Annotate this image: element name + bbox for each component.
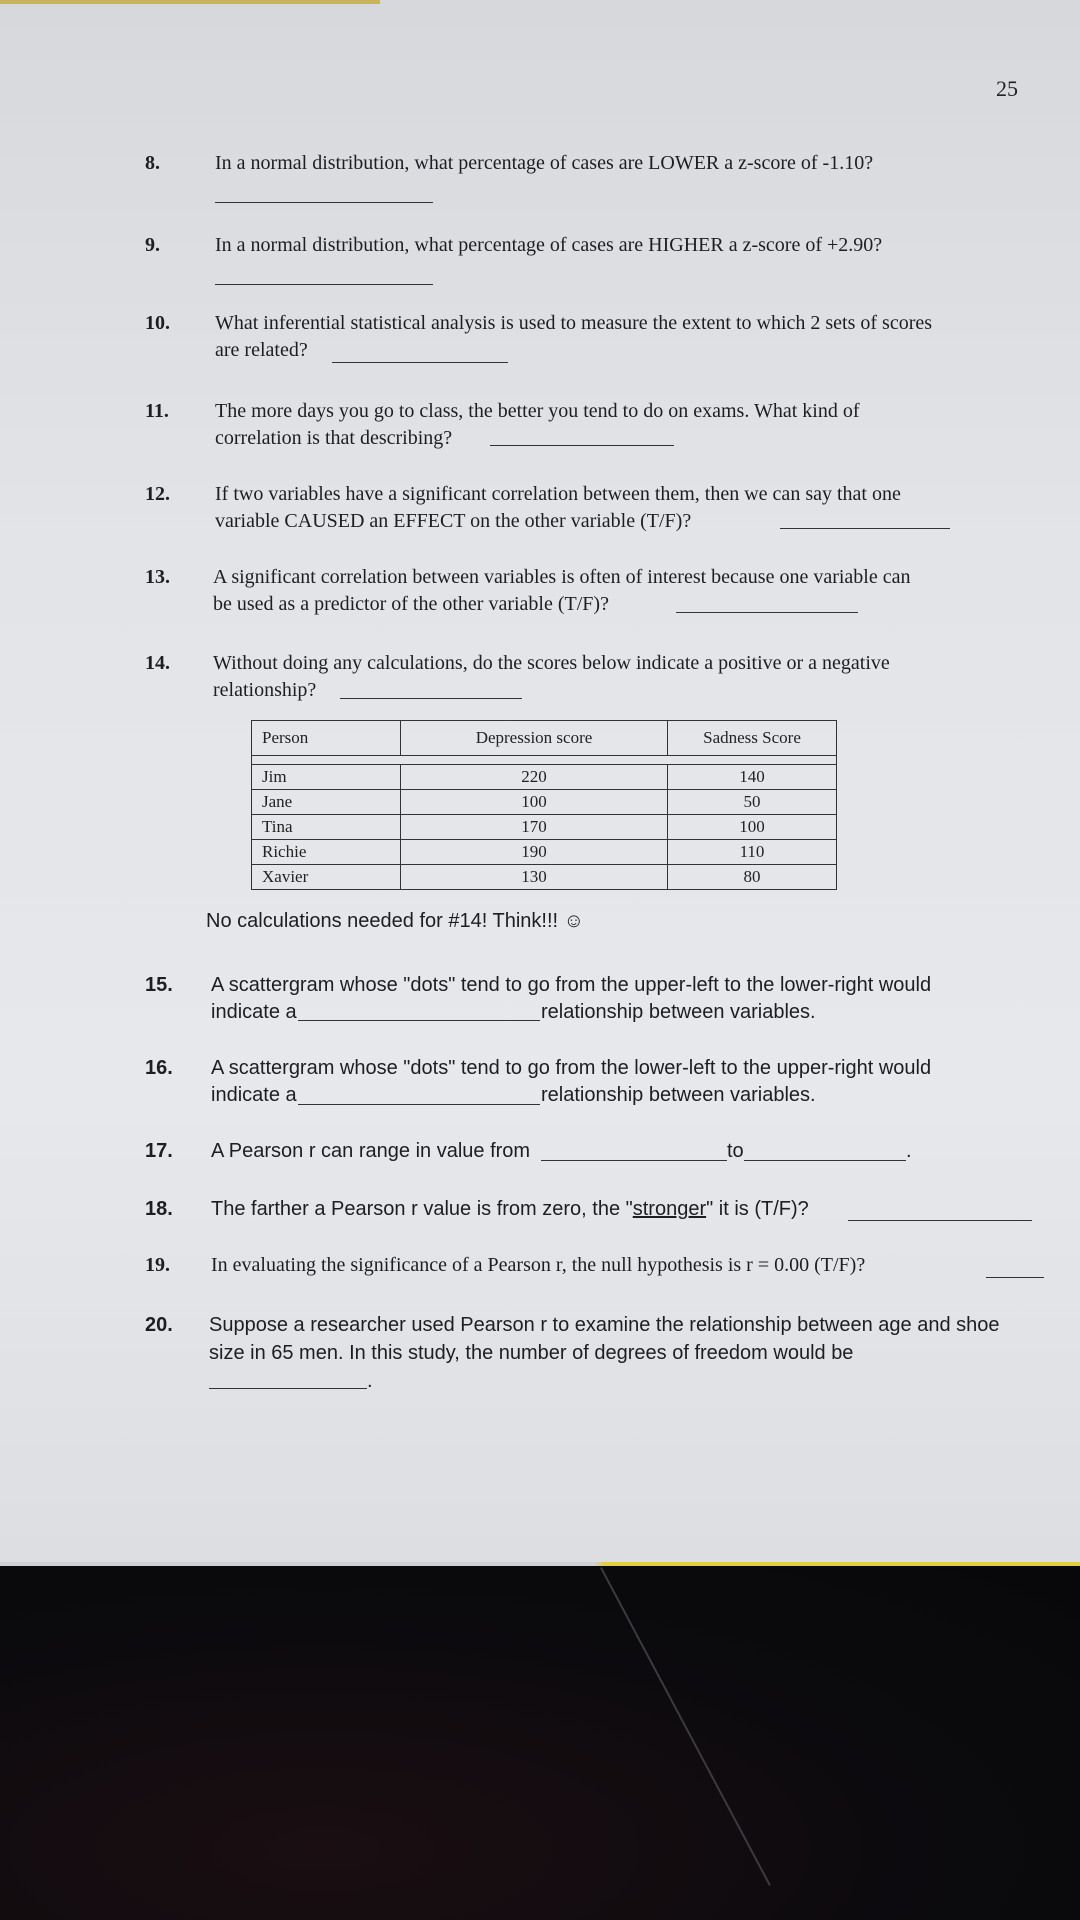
cell-depression: 130	[401, 865, 668, 890]
question-text	[211, 1196, 809, 1222]
cell-depression: 100	[401, 790, 668, 815]
question-text-underlined: stronger	[632, 1198, 707, 1220]
question-text-line1: A scattergram whose "dots" tend to go from the lower-left to the upper-right would	[211, 1057, 932, 1079]
question-text-line2: relationship?	[213, 679, 317, 701]
table-row	[252, 815, 837, 840]
question-text: In a normal distribution, what percentage of cases are LOWER a z-score of -1.10?	[215, 152, 874, 174]
answer-blank-20[interactable]	[209, 1388, 367, 1389]
answer-blank-16[interactable]	[298, 1104, 540, 1105]
question-text-mid: to	[727, 1140, 744, 1162]
cell-person: Xavier	[252, 865, 401, 890]
cell-person: Tina	[252, 815, 401, 840]
cell-sadness: 80	[668, 865, 837, 890]
header-depression-score: Depression score	[401, 721, 668, 756]
question-text-end: " it is (T/F)?	[706, 1198, 809, 1220]
question-text-line1: What inferential statistical analysis is used to measure the extent to which 2 sets of scores	[215, 312, 933, 334]
answer-blank-14[interactable]	[340, 698, 522, 699]
question-text-line1: If two variables have a significant correlation between them, then we can say that one	[215, 483, 901, 505]
scores-table	[251, 720, 837, 890]
answer-blank-8[interactable]	[215, 202, 433, 203]
table-row	[252, 790, 837, 815]
table-note: No calculations needed for #14! Think!!! ☺	[206, 910, 585, 932]
question-number: 14.	[145, 652, 170, 674]
answer-blank-19[interactable]	[986, 1277, 1044, 1278]
question-number: 19.	[145, 1254, 170, 1276]
question-number: 18.	[145, 1198, 173, 1220]
table-spacer	[252, 756, 837, 765]
table-row	[252, 865, 837, 890]
question-text-line2-start: indicate a	[211, 1001, 297, 1023]
table-row	[252, 840, 837, 865]
question-text-line2-end: relationship between variables.	[541, 1084, 816, 1106]
question-text-line2: size in 65 men. In this study, the number of degrees of freedom would be	[209, 1342, 854, 1364]
cell-sadness: 50	[668, 790, 837, 815]
answer-blank-18[interactable]	[848, 1220, 1032, 1221]
cell-sadness: 100	[668, 815, 837, 840]
answer-blank-12[interactable]	[780, 528, 950, 529]
answer-blank-15[interactable]	[298, 1020, 540, 1021]
paper-top-edge	[0, 0, 380, 4]
question-number: 8.	[145, 152, 160, 174]
question-number: 10.	[145, 312, 170, 334]
header-person: Person	[252, 721, 401, 756]
question-number: 15.	[145, 974, 173, 996]
question-text-start: The farther a Pearson r value is from zero, the "	[211, 1198, 633, 1220]
question-number: 13.	[145, 566, 170, 588]
question-text-line1: Suppose a researcher used Pearson r to examine the relationship between age and shoe	[209, 1314, 1000, 1336]
paper-bottom-edge	[0, 1562, 1080, 1566]
question-text-line2-end: relationship between variables.	[541, 1001, 816, 1023]
question-number: 11.	[145, 400, 169, 422]
question-text-line1: A scattergram whose "dots" tend to go from the upper-left to the lower-right would	[211, 974, 932, 996]
question-text-line3-end: .	[367, 1370, 373, 1392]
answer-blank-9[interactable]	[215, 284, 433, 285]
cell-person: Richie	[252, 840, 401, 865]
cell-person: Jane	[252, 790, 401, 815]
question-text-start: A Pearson r can range in value from	[211, 1140, 531, 1162]
answer-blank-17-to[interactable]	[744, 1160, 906, 1161]
cell-sadness: 140	[668, 765, 837, 790]
answer-blank-11[interactable]	[490, 445, 674, 446]
question-text-line1: A significant correlation between variables is often of interest because one variable can	[213, 566, 911, 588]
cell-depression: 220	[401, 765, 668, 790]
question-text-end: .	[906, 1140, 912, 1162]
cell-depression: 190	[401, 840, 668, 865]
cell-person: Jim	[252, 765, 401, 790]
question-text-line2: be used as a predictor of the other variable (T/F)?	[213, 593, 609, 615]
question-number: 20.	[145, 1314, 173, 1336]
question-text: In a normal distribution, what percentage of cases are HIGHER a z-score of +2.90?	[215, 234, 883, 256]
question-text-line2: are related?	[215, 339, 308, 361]
cell-sadness: 110	[668, 840, 837, 865]
table-header-row	[252, 721, 837, 756]
question-text-line1: Without doing any calculations, do the scores below indicate a positive or a negative	[213, 652, 890, 674]
header-sadness-score: Sadness Score	[668, 721, 837, 756]
question-number: 12.	[145, 483, 170, 505]
question-number: 16.	[145, 1057, 173, 1079]
question-number: 9.	[145, 234, 160, 256]
answer-blank-13[interactable]	[676, 612, 858, 613]
table-row	[252, 765, 837, 790]
question-text-line2-start: indicate a	[211, 1084, 297, 1106]
answer-blank-17-from[interactable]	[541, 1160, 727, 1161]
question-text-line2: variable CAUSED an EFFECT on the other variable (T/F)?	[215, 510, 692, 532]
question-text-line1: The more days you go to class, the better you tend to do on exams. What kind of	[215, 400, 860, 422]
cell-depression: 170	[401, 815, 668, 840]
page-number: 25	[996, 76, 1018, 101]
question-number: 17.	[145, 1140, 173, 1162]
dark-background	[0, 1568, 1080, 1920]
question-text-line2: correlation is that describing?	[215, 427, 453, 449]
answer-blank-10[interactable]	[332, 362, 508, 363]
question-text: In evaluating the significance of a Pearson r, the null hypothesis is r = 0.00 (T/F)?	[211, 1254, 866, 1276]
